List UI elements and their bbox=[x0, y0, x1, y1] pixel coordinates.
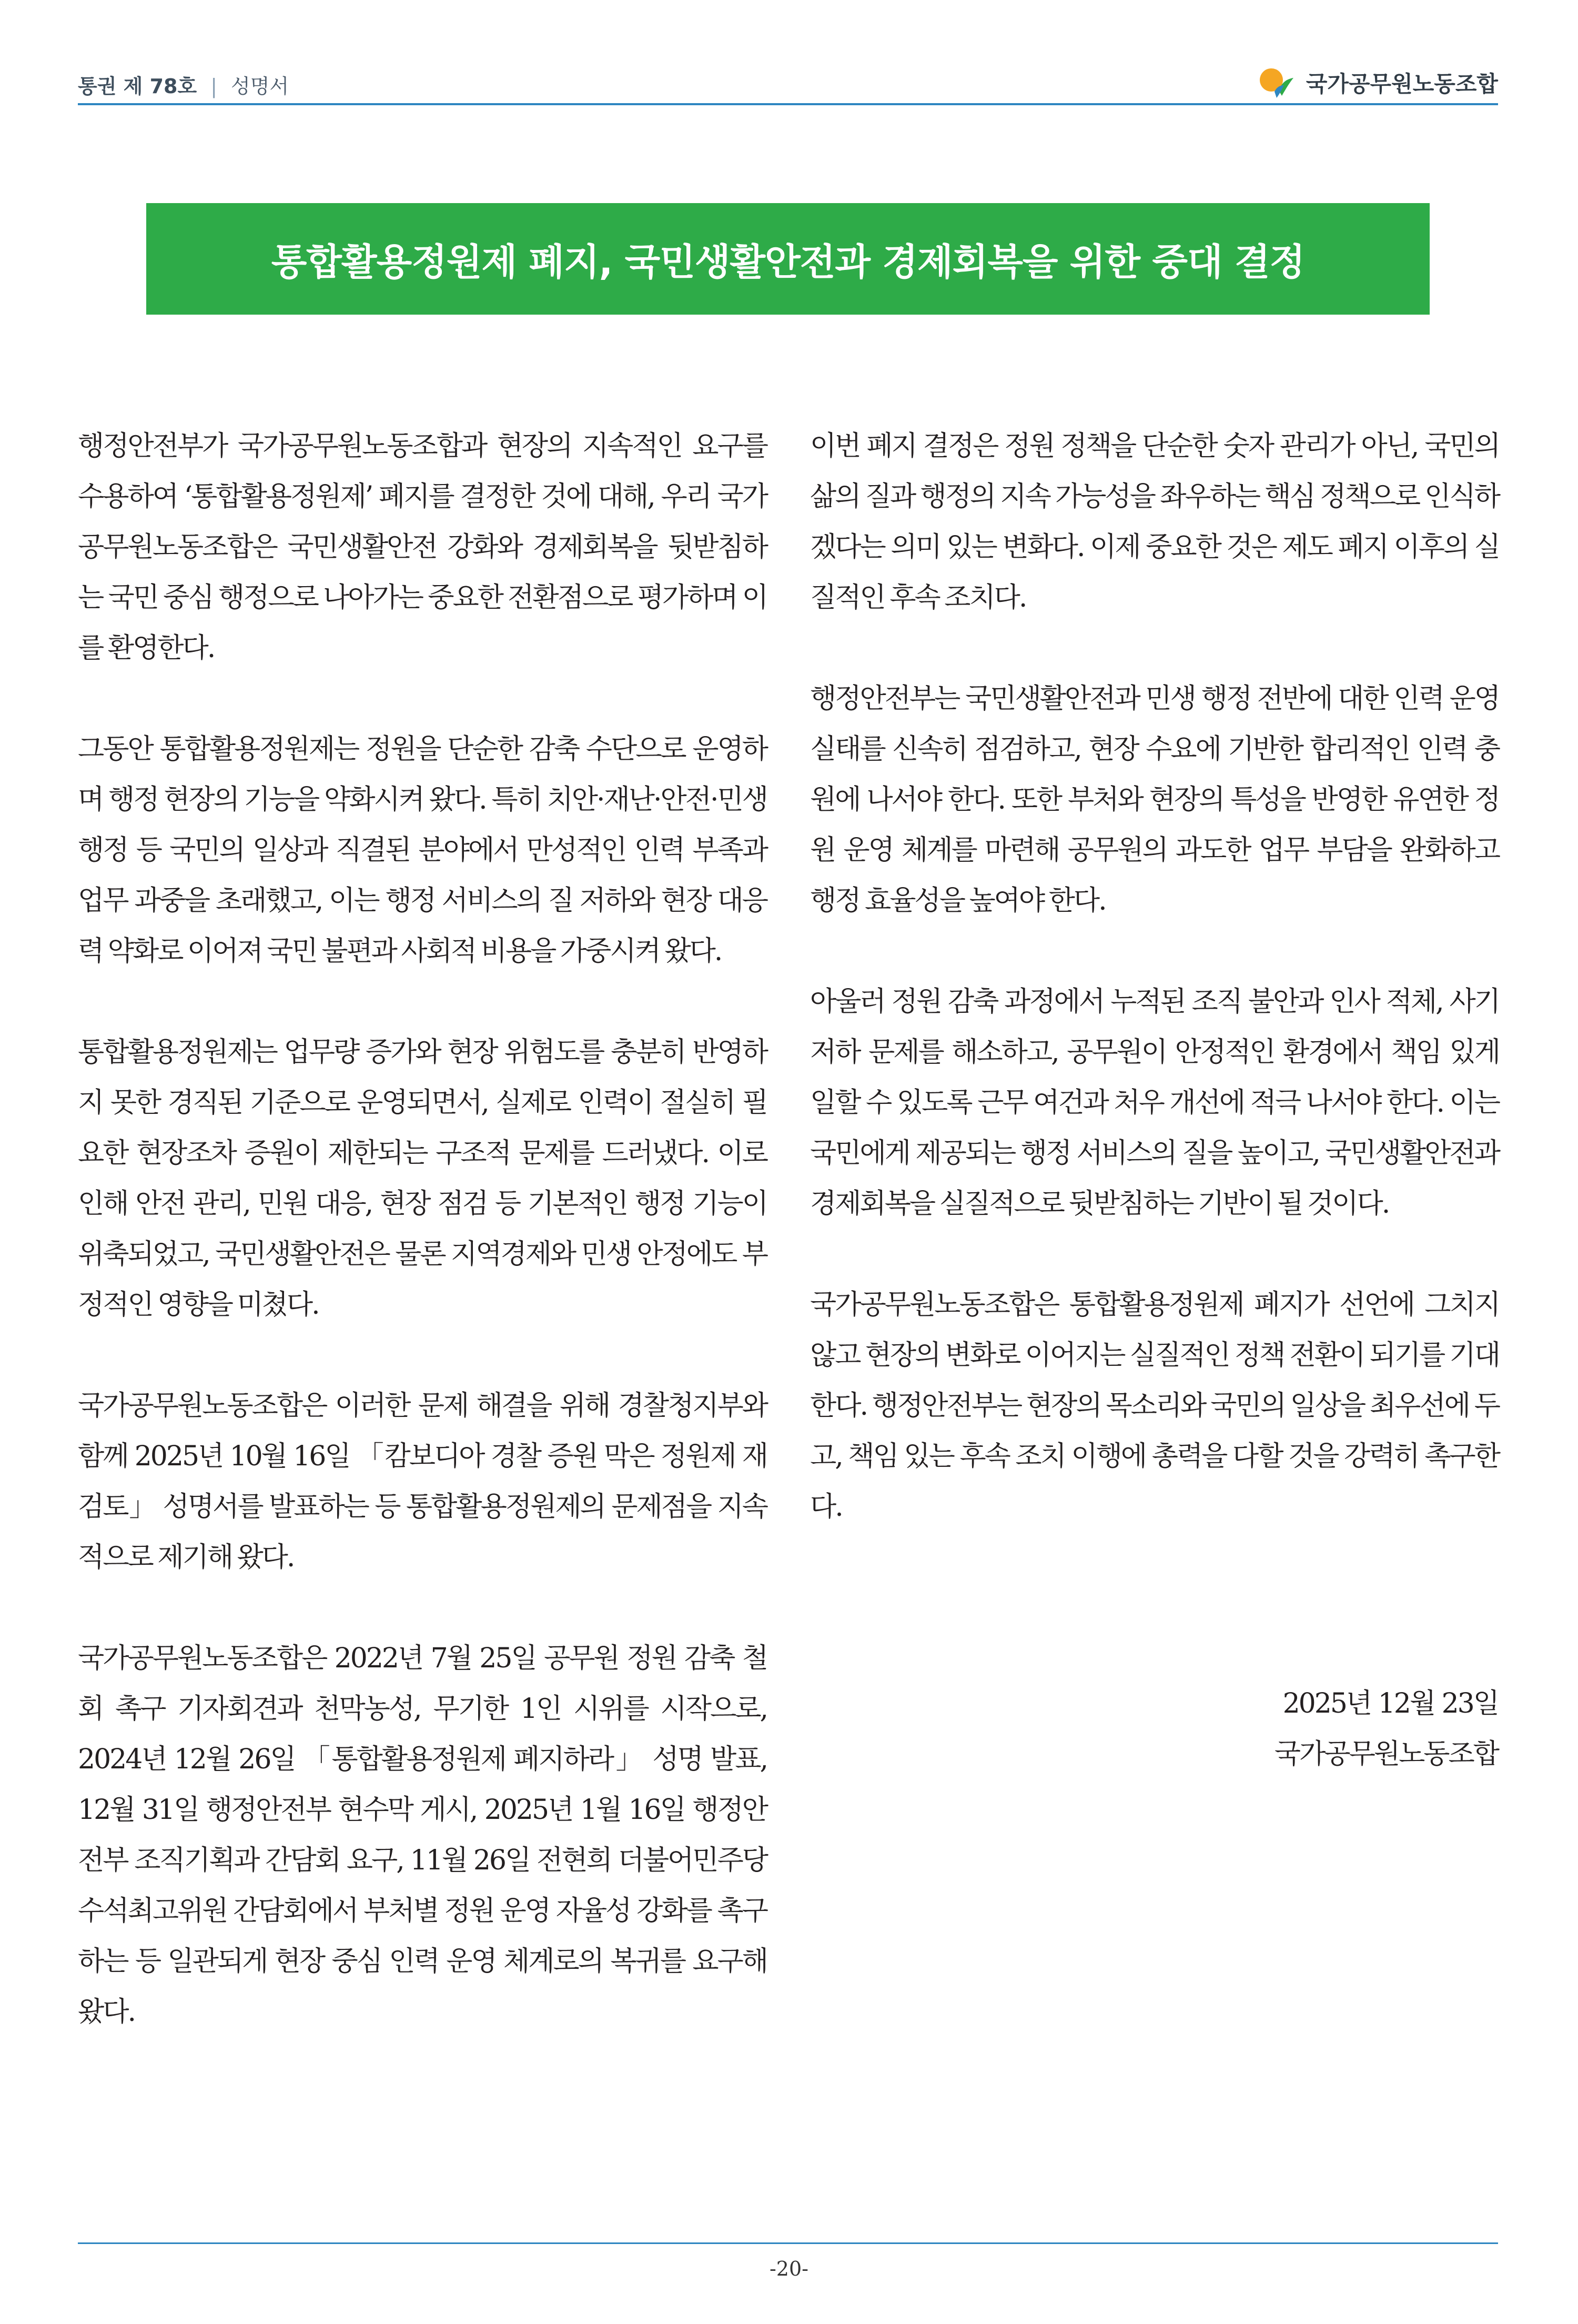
paragraph: 행정안전부가 국가공무원노동조합과 현장의 지속적인 요구를 수용하여 ‘통합활용정원제’ 폐지를 결정한 것에 대해, 우리 국가공무원노동조합은 국민생활안전 강화와 경제회복을 뒷받침하는 국민 중심 행정으로 나아가는 중요한 전환점으로 평가하며 이를 환영한다. bbox=[78, 430, 767, 664]
paragraph: 국가공무원노동조합은 이러한 문제 해결을 위해 경찰청지부와 함께 2025년 10월 16일 「캄보디아 경찰 증원 막은 정원제 재검토」 성명서를 발표하는 등 통합활용정원제의 문제점을 지속적으로 제기해 왔다. bbox=[78, 1390, 767, 1573]
signature-block bbox=[1274, 1678, 1498, 1779]
paragraph: 국가공무원노동조합은 2022년 7월 25일 공무원 정원 감축 철회 촉구 기자회견과 천막농성, 무기한 1인 시위를 시작으로, 2024년 12월 26일 「통합활용정원제 폐지하라」 성명 발표, 12월 31일 행정안전부 현수막 게시, 2025년 1월 16일 행정안전부 조직기획과 간담회 요구, 11월 26일 전현희 더불어민주당 수석최고위원 간담회에서 부처별 정원 운영 자율성 강화를 촉구하는 등 일관되게 현장 중심 인력 운영 체계로의 복귀를 요구해 왔다. bbox=[78, 1643, 767, 2028]
issue-number: 통권 제 78호 bbox=[78, 75, 197, 98]
statement-title: 통합활용정원제 폐지, 국민생활안전과 경제회복을 위한 중대 결정 bbox=[271, 240, 1305, 284]
paragraph: 이번 폐지 결정은 정원 정책을 단순한 숫자 관리가 아닌, 국민의 삶의 질과 행정의 지속 가능성을 좌우하는 핵심 정책으로 인식하겠다는 의미 있는 변화다. 이제 중요한 것은 제도 폐지 이후의 실질적인 후속 조치다. bbox=[810, 430, 1499, 613]
statement-date: 2025년 12월 23일 bbox=[1282, 1688, 1498, 1719]
union-logo-icon bbox=[1256, 64, 1298, 101]
paragraph: 통합활용정원제는 업무량 증가와 현장 위험도를 충분히 반영하지 못한 경직된 기준으로 운영되면서, 실제로 인력이 절실히 필요한 현장조차 증원이 제한되는 구조적 문제를 드러냈다. 이로 인해 안전 관리, 민원 대응, 현장 점검 등 기본적인 행정 기능이 위축되었고, 국민생활안전은 물론 지역경제와 민생 안정에도 부정적인 영향을 미쳤다. bbox=[78, 1037, 767, 1321]
paragraph: 행정안전부는 국민생활안전과 민생 행정 전반에 대한 인력 운영 실태를 신속히 점검하고, 현장 수요에 기반한 합리적인 인력 충원에 나서야 한다. 또한 부처와 현장의 특성을 반영한 유연한 정원 운영 체계를 마련해 공무원의 과도한 업무 부담을 완화하고 행정 효율성을 높여야 한다. bbox=[810, 683, 1499, 917]
paragraph: 아울러 정원 감축 과정에서 누적된 조직 불안과 인사 적체, 사기 저하 문제를 해소하고, 공무원이 안정적인 환경에서 책임 있게 일할 수 있도록 근무 여건과 처우 개선에 적극 나서야 한다. 이는 국민에게 제공되는 행정 서비스의 질을 높이고, 국민생활안전과 경제회복을 실질적으로 뒷받침하는 기반이 될 것이다. bbox=[810, 986, 1499, 1220]
union-logo bbox=[1256, 64, 1498, 101]
page-header bbox=[78, 58, 1498, 100]
right-column bbox=[810, 421, 1499, 1583]
signing-organization: 국가공무원노동조합 bbox=[1274, 1738, 1498, 1770]
header-separator: | bbox=[210, 75, 217, 98]
footer-divider bbox=[78, 2242, 1498, 2244]
header-divider bbox=[78, 103, 1498, 105]
section-label: 성명서 bbox=[231, 75, 289, 98]
statement-title-banner bbox=[146, 203, 1430, 315]
union-name: 국가공무원노동조합 bbox=[1306, 71, 1498, 97]
paragraph: 국가공무원노동조합은 통합활용정원제 폐지가 선언에 그치지 않고 현장의 변화로 이어지는 실질적인 정책 전환이 되기를 기대한다. 행정안전부는 현장의 목소리와 국민의 일상을 최우선에 두고, 책임 있는 후속 조치 이행에 총력을 다할 것을 강력히 촉구한다. bbox=[810, 1289, 1499, 1523]
header-issue-info bbox=[78, 74, 289, 99]
left-column bbox=[78, 421, 767, 2088]
paragraph: 그동안 통합활용정원제는 정원을 단순한 감축 수단으로 운영하며 행정 현장의 기능을 약화시켜 왔다. 특히 치안·재난·안전·민생 행정 등 국민의 일상과 직결된 분야에서 만성적인 인력 부족과 업무 과중을 초래했고, 이는 행정 서비스의 질 저하와 현장 대응력 약화로 이어져 국민 불편과 사회적 비용을 가중시켜 왔다. bbox=[78, 733, 767, 967]
page-number: -20- bbox=[769, 2257, 809, 2280]
